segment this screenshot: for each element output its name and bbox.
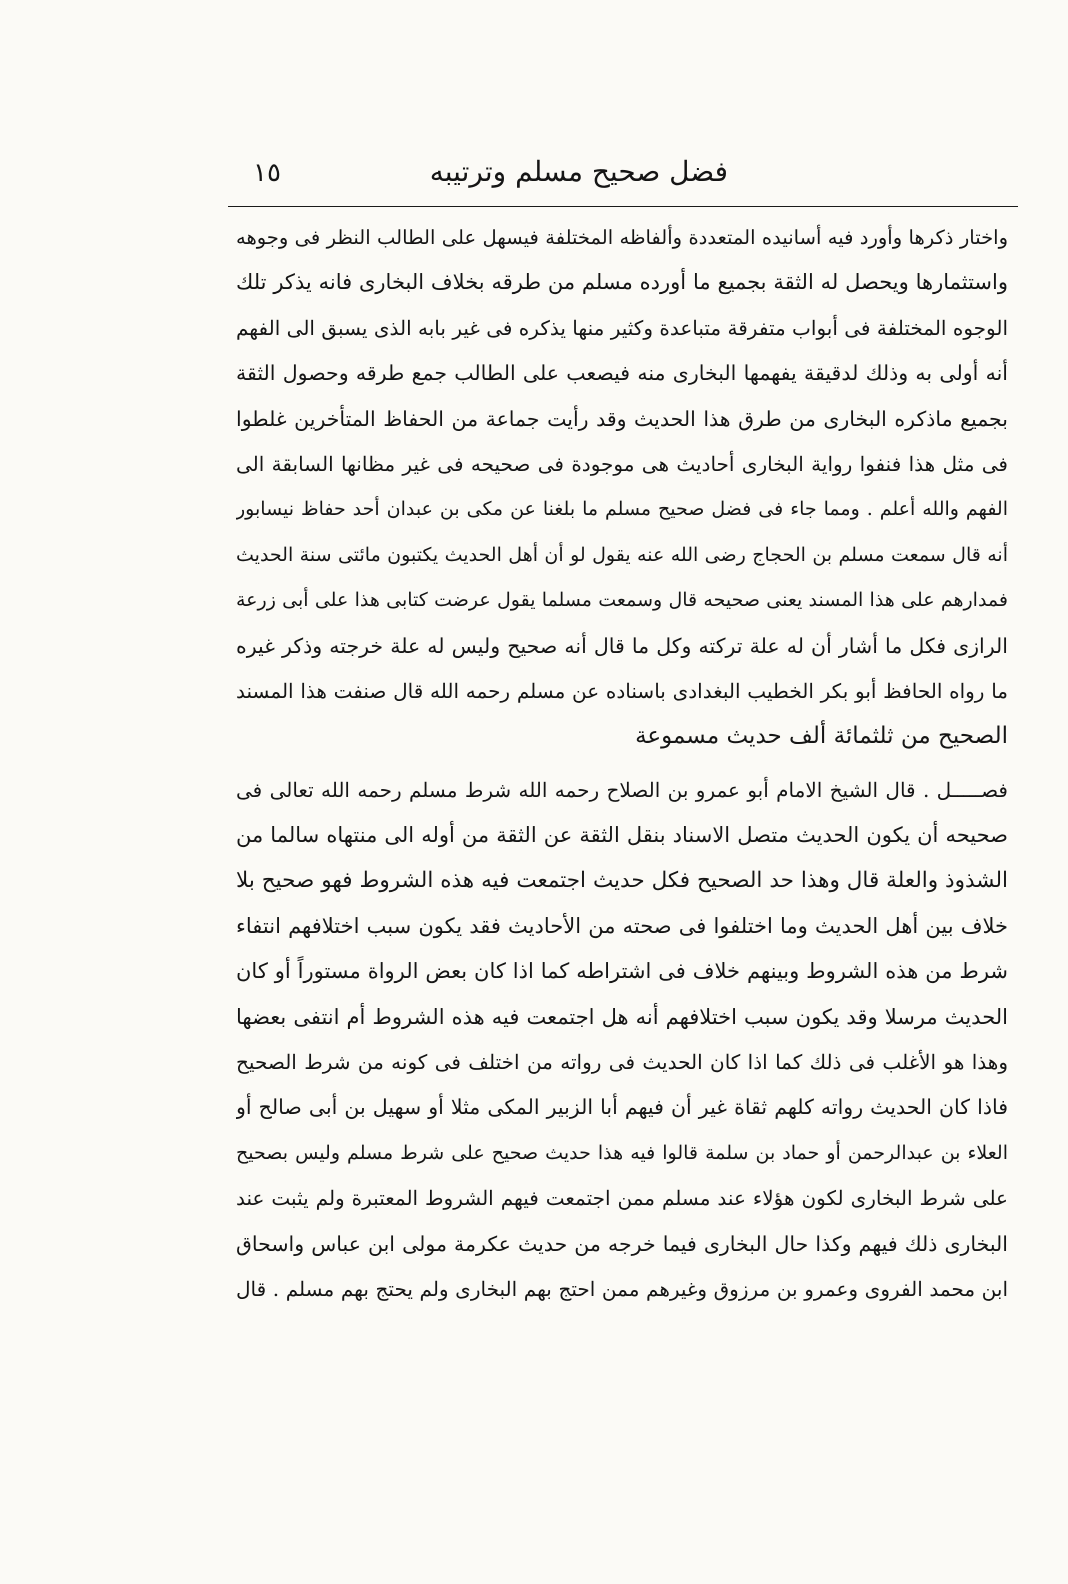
text-line: فاذا كان الحديث رواته كلهم ثقاة غير أن فيهم أبا الزبير المكى مثلا أو سهيل بن أبى صالح أو <box>236 1095 1008 1120</box>
text-line: على شرط البخارى لكون هؤلاء عند مسلم ممن اجتمعت فيهم الشروط المعتبرة ولم يثبت عند <box>236 1186 1008 1211</box>
paragraph-gap <box>236 760 1008 768</box>
text-line: الشذوذ والعلة قال وهذا حد الصحيح فكل حديث اجتمعت فيه هذه الشروط فهو صحيح بلا <box>236 868 1008 894</box>
text-line: خلاف بين أهل الحديث وما اختلفوا فى صحته من الأحاديث فقد يكون سبب اختلافهم انتفاء <box>236 913 1008 938</box>
text-line: وهذا هو الأغلب فى ذلك كما اذا كان الحديث فى رواته من اختلف فى كونه من شرط الصحيح <box>236 1050 1008 1075</box>
text-line: واستثمارها ويحصل له الثقة بجميع ما أورده مسلم من طرقه بخلاف البخارى فانه يذكر تلك <box>236 270 1008 295</box>
text-line: فمدارهم على هذا المسند يعنى صحيحه قال وسمعت مسلما يقول عرضت كتابى هذا على أبى زرعة <box>236 589 1008 612</box>
text-line: شرط من هذه الشروط وبينهم خلاف فى اشتراطه كما اذا كان بعض الرواة مستوراً أو كان <box>236 959 1008 984</box>
text-line: الصحيح من ثلثمائة ألف حديث مسموعة <box>635 723 1008 750</box>
running-title: فضل صحيح مسلم وترتيبه <box>429 155 728 188</box>
text-line: العلاء بن عبدالرحمن أو حماد بن سلمة قالوا فيه هذا حديث صحيح على شرط مسلم وليس بصحيح <box>236 1141 1008 1164</box>
text-line: فصـــــل . قال الشيخ الامام أبو عمرو بن الصلاح رحمه الله شرط مسلم رحمه الله تعالى فى <box>236 777 1008 802</box>
text-line: بجميع ماذكره البخارى من طرق هذا الحديث وقد رأيت جماعة من الحفاظ المتأخرين غلطوا <box>236 406 1008 431</box>
text-line: أنه قال سمعت مسلم بن الحجاج رضى الله عنه يقول لو أن أهل الحديث يكتبون مائتى سنة الحديث <box>236 543 1008 566</box>
text-line: ابن محمد الفروى وعمرو بن مرزوق وغيرهم ممن احتج بهم البخارى ولم يحتج بهم مسلم . قال <box>236 1276 1008 1301</box>
body-text <box>236 215 1008 1312</box>
page-header <box>228 150 1018 200</box>
text-line: أنه أولى به وذلك لدقيقة يفهمها البخارى منه فيصعب على الطالب جمع طرقه وحصول الثقة <box>236 361 1008 386</box>
text-line: واختار ذكرها وأورد فيه أسانيده المتعددة وألفاظه المختلفة فيسهل على الطالب النظر فى وجوهه <box>236 226 1008 249</box>
text-line: الوجوه المختلفة فى أبواب متفرقة متباعدة وكثير منها يذكره فى غير بابه الذى يسبق الى الفهم <box>236 315 1008 340</box>
text-line: فى مثل هذا فنفوا رواية البخارى أحاديث هى موجودة فى صحيحه فى غير مظانها السابقة الى <box>236 451 1008 476</box>
text-line: البخارى ذلك فيهم وكذا حال البخارى فيما خرجه من حديث عكرمة مولى ابن عباس واسحاق <box>236 1231 1008 1256</box>
paragraph <box>236 215 1008 760</box>
text-line: صحيحه أن يكون الحديث متصل الاسناد بنقل الثقة عن الثقة من أوله الى منتهاه سالما من <box>236 823 1008 848</box>
page-number: ١٥ <box>253 158 281 188</box>
text-line: الرازى فكل ما أشار أن له علة تركته وكل ما قال أنه صحيح وليس له علة خرجته وذكر غيره <box>236 633 1008 658</box>
text-line: الحديث مرسلا وقد يكون سبب اختلافهم أنه هل اجتمعت فيه هذه الشروط أم انتفى بعضها <box>236 1004 1008 1029</box>
paragraph <box>236 768 1008 1313</box>
header-rule <box>228 206 1018 207</box>
text-line: الفهم والله أعلم . ومما جاء فى فضل صحيح مسلم ما بلغنا عن مكى بن عبدان أحد حفاظ نيسابور <box>236 498 1008 521</box>
text-line: ما رواه الحافظ أبو بكر الخطيب البغدادى باسناده عن مسلم رحمه الله قال صنفت هذا المسند <box>236 678 1008 703</box>
